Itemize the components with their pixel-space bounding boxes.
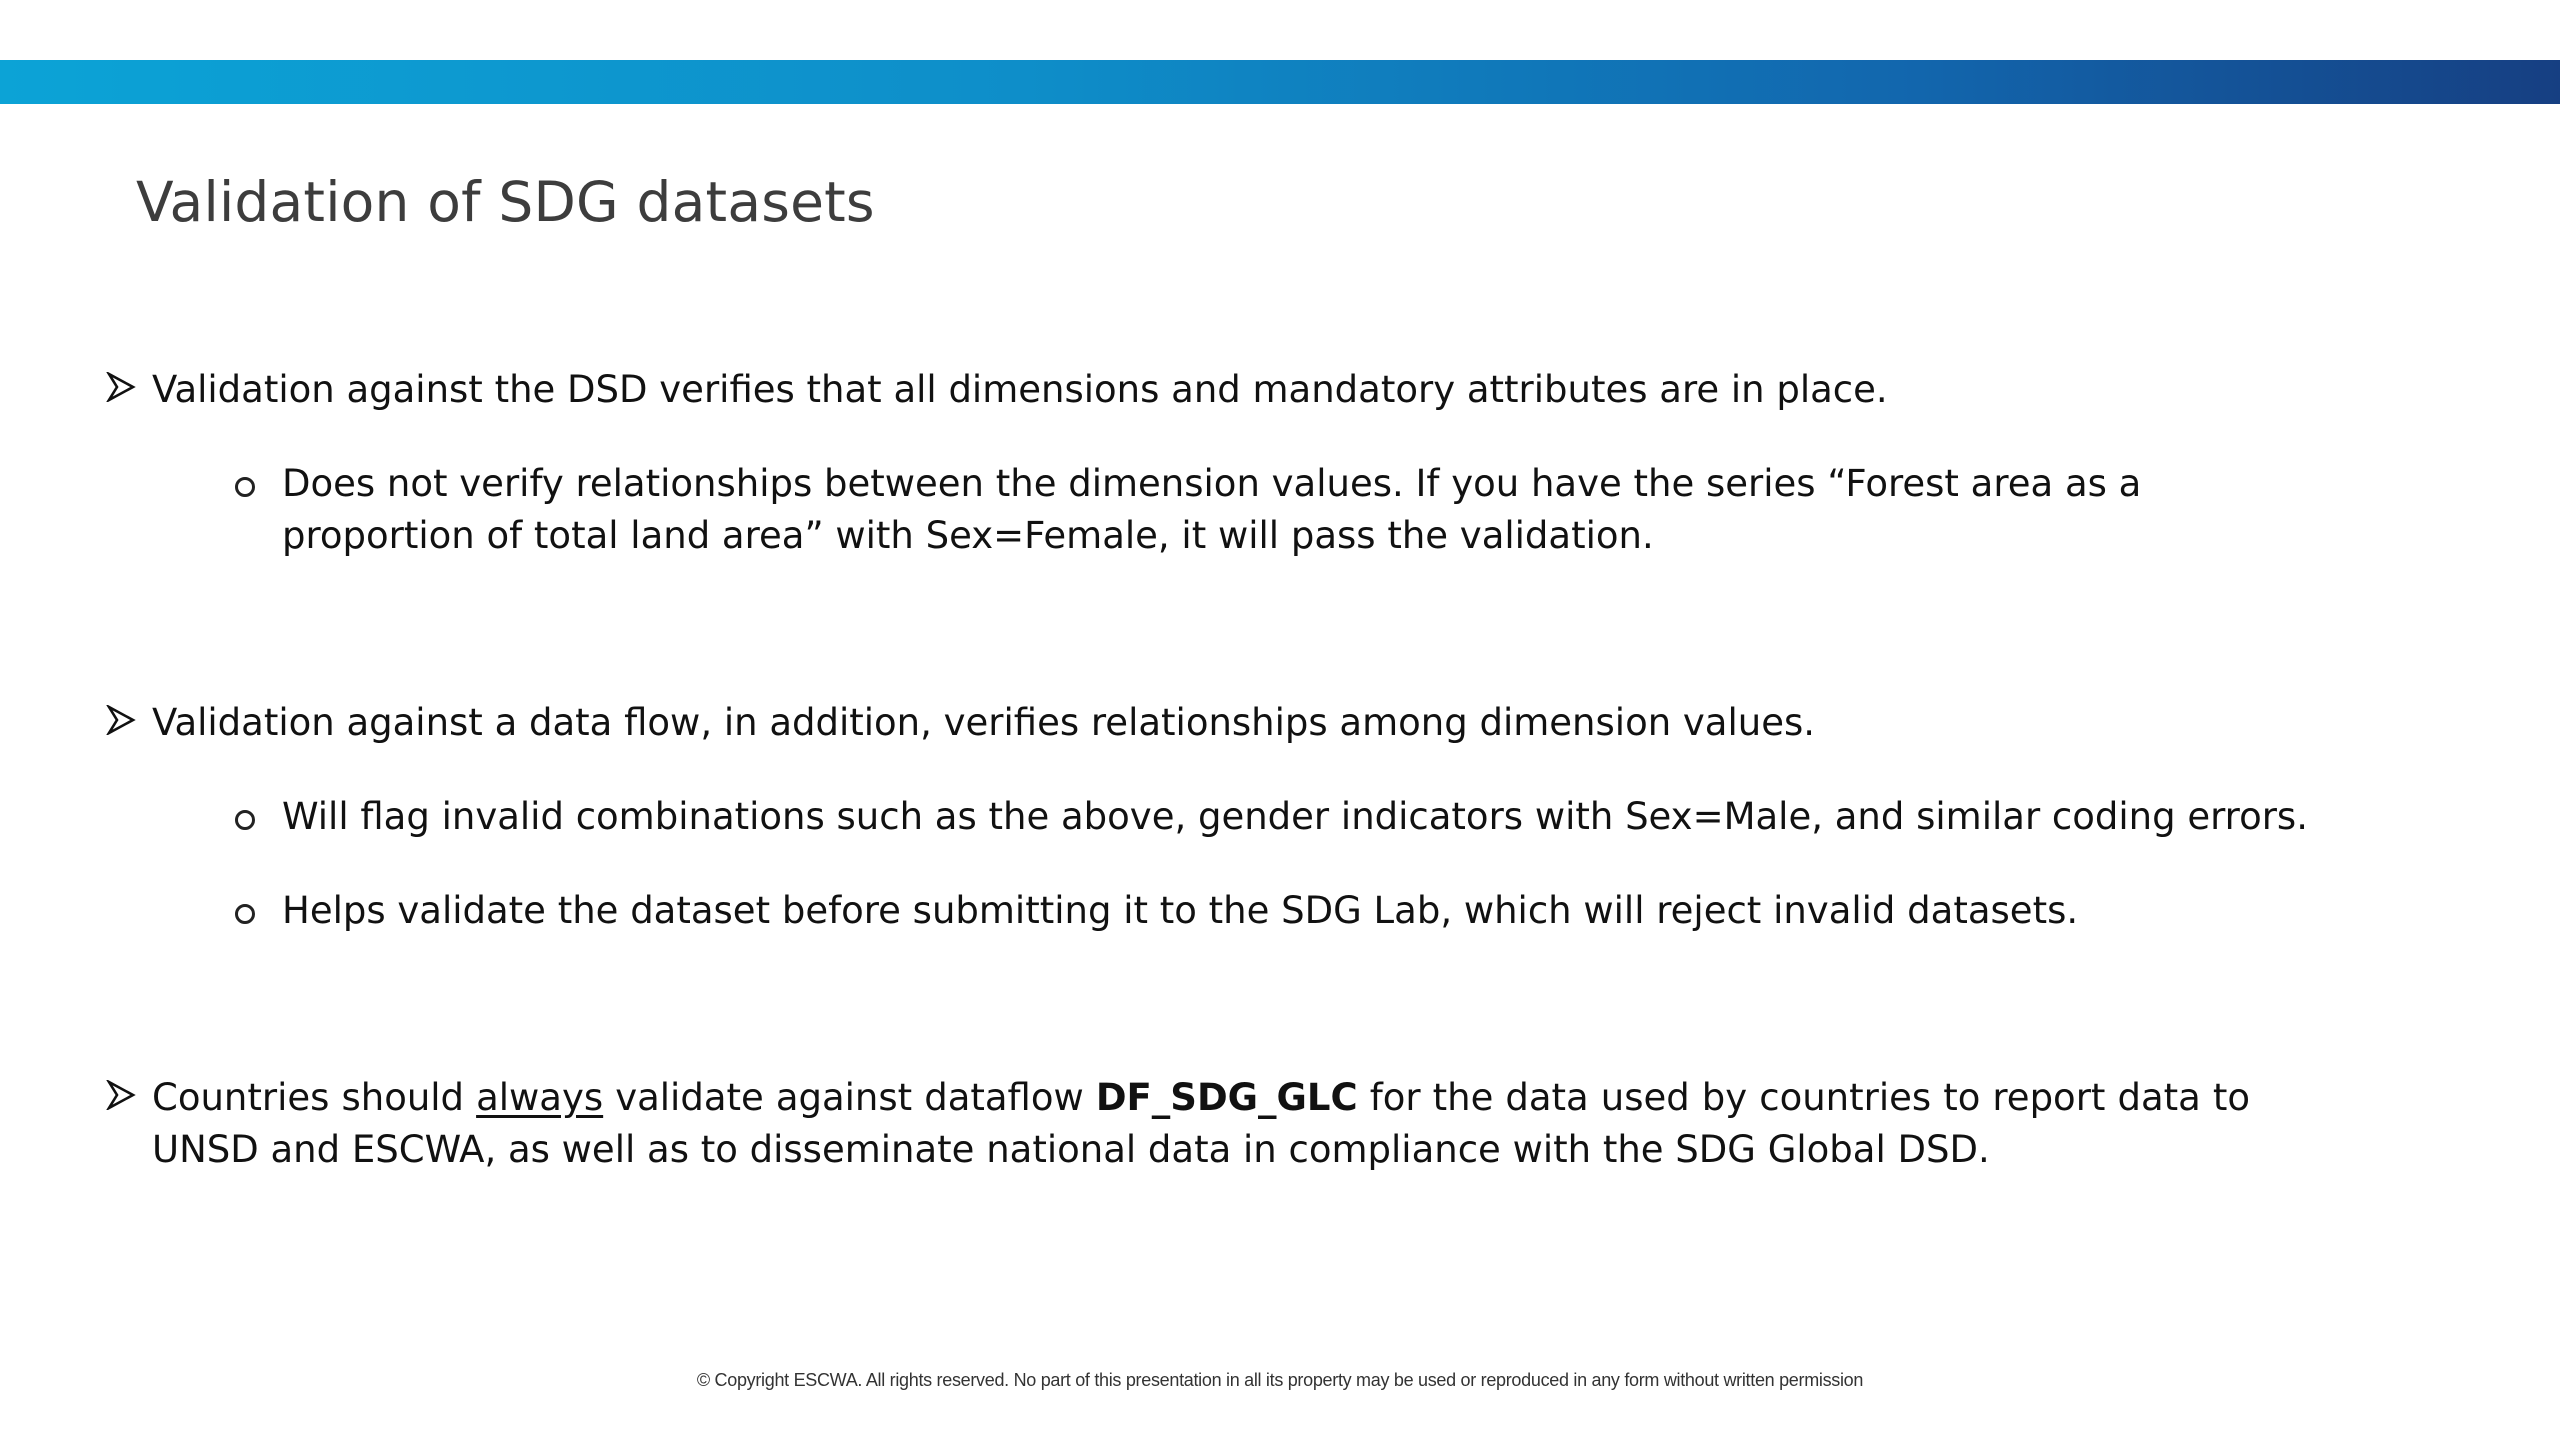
sub-bullet-item-1-1 (0, 456, 2560, 566)
sub-bullet-item-2-1 (0, 789, 2560, 849)
arrow-bullet-icon (106, 1080, 142, 1116)
arrow-bullet-icon (106, 705, 142, 741)
bullet-text: Validation against a data flow, in addition, verifies relationships among dimension values. (152, 701, 1816, 744)
dataflow-id: DF_SDG_GLC (1095, 1076, 1358, 1119)
slide-title: Validation of SDG datasets (136, 170, 875, 234)
copyright-footer: © Copyright ESCWA. All rights reserved. No part of this presentation in all its property may be used or reproduced in any form without written permission (696, 1370, 1864, 1390)
text-segment: validate against dataflow (603, 1076, 1096, 1119)
text-segment: for the data used by countries to report data to UNSD and ESCWA, as well as to disseminate national data in compliance with the SDG Global DSD. (152, 1076, 2250, 1171)
bullet-item-1 (0, 362, 2560, 422)
circle-bullet-icon (235, 904, 255, 924)
sub-bullet-text: Does not verify relationships between the dimension values. If you have the series “Forest area as a proportion of total land area” with Sex=Female, it will pass the validation. (282, 462, 2142, 557)
bullet-item-3 (0, 1070, 2560, 1180)
text-segment: Countries should (152, 1076, 477, 1119)
arrow-bullet-icon (106, 372, 142, 408)
circle-bullet-icon (235, 477, 255, 497)
bullet-text-rich (152, 1072, 2250, 1176)
sub-bullet-text: Helps validate the dataset before submitting it to the SDG Lab, which will reject invalid datasets. (282, 889, 2079, 932)
circle-bullet-icon (235, 810, 255, 830)
sub-bullet-item-2-2 (0, 883, 2560, 943)
header-accent-bar (0, 60, 2560, 104)
bullet-item-2 (0, 695, 2560, 755)
sub-bullet-text: Will flag invalid combinations such as the above, gender indicators with Sex=Male, and similar coding errors. (282, 795, 2308, 838)
bullet-text: Validation against the DSD verifies that all dimensions and mandatory attributes are in place. (152, 368, 1888, 411)
emphasis-underlined: always (476, 1076, 604, 1119)
